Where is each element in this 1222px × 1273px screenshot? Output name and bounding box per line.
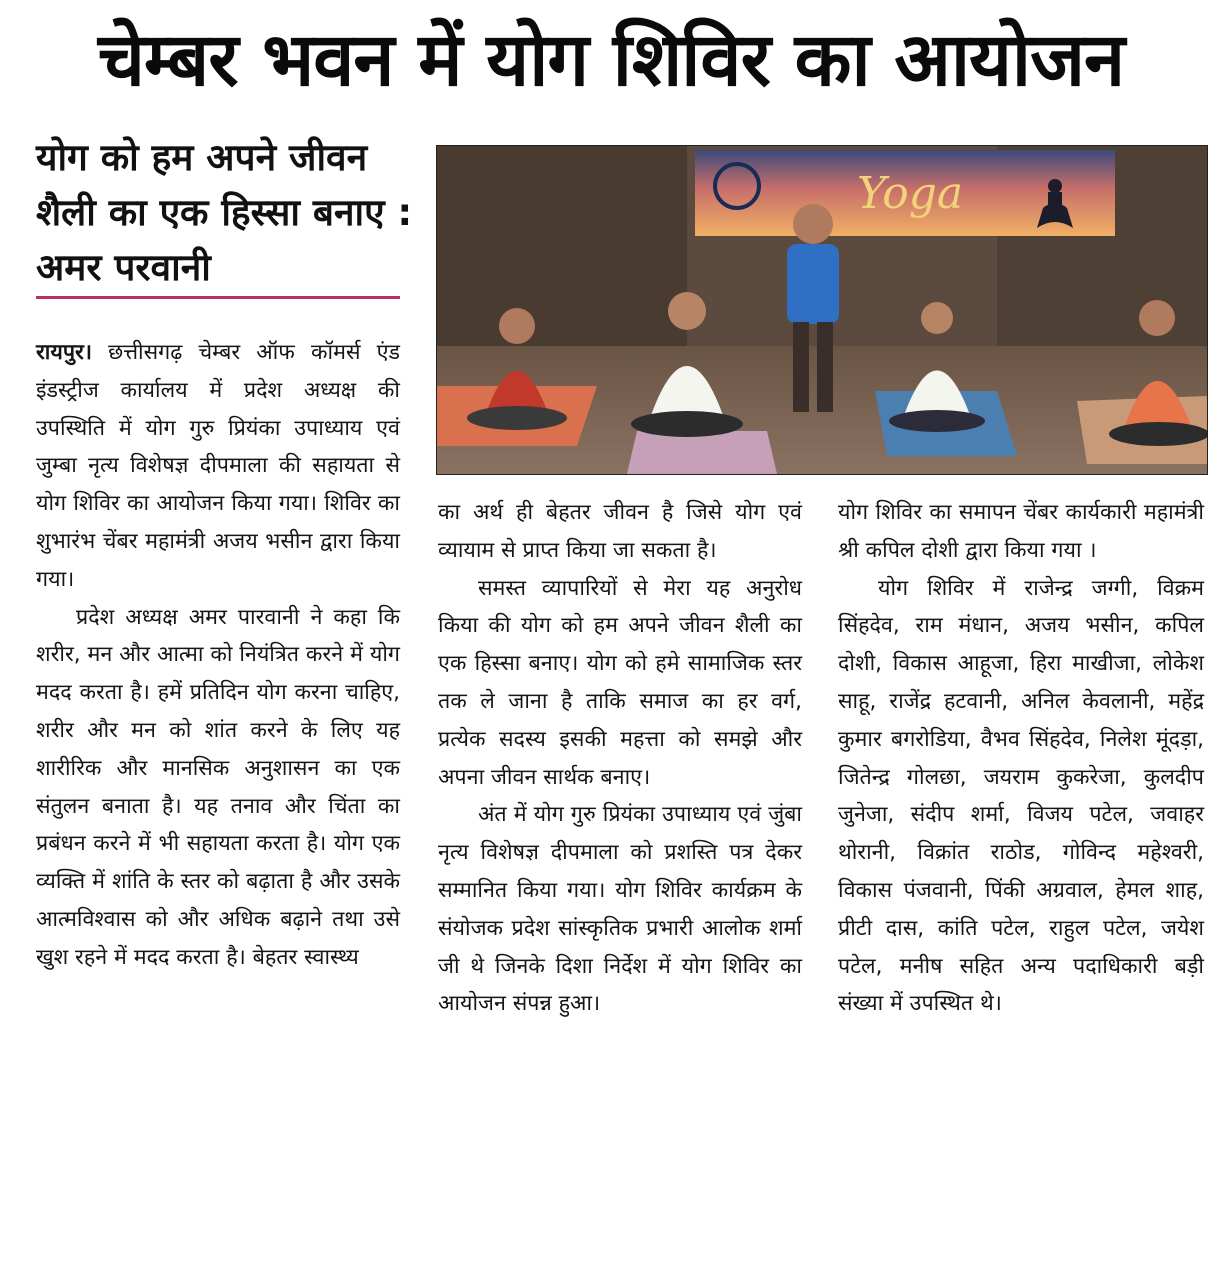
- banner-text: Yoga: [857, 168, 964, 219]
- headline: चेम्बर भवन में योग शिविर का आयोजन: [97, 17, 1125, 103]
- article-paragraph: अंत में योग गुरु प्रियंका उपाध्याय एवं जुंबा नृत्य विशेषज्ञ दीपमाला को प्रशस्ति पत्र देकर सम्मानित किया गया। योग शिविर कार्यक्रम के संयोजक प्रदेश सांस्कृतिक प्रभारी आलोक शर्मा जी थे जिनके दिशा निर्देश में योग शिविर का आयोजन संपन्न हुआ।: [438, 802, 802, 1017]
- article-text: छत्तीसगढ़ चेम्बर ऑफ कॉमर्स एंड इंडस्ट्रीज कार्यालय में प्रदेश अध्यक्ष की उपस्थिति में योग गुरु प्रियंका उपाध्याय एवं जुम्बा नृत्य विशेषज्ञ दीपमाला की सहायता से योग शिविर का आयोजन किया गया। शिविर का शुभारंभ चेंबर महामंत्री अजय भसीन द्वारा किया गया।: [36, 340, 400, 592]
- article-paragraph: [36, 334, 400, 599]
- dateline: रायपुर।: [36, 340, 92, 365]
- subheadline-rule: [36, 296, 400, 299]
- article-paragraph: समस्त व्यापारियों से मेरा यह अनुरोध किया की योग को हम अपने जीवन शैली का एक हिस्सा बनाए। योग को हमे सामाजिक स्तर तक ले जाना है ताकि समाज का हर वर्ग, प्रत्येक सदस्य इसकी महत्ता को समझे और अपना जीवन सार्थक बनाए।: [438, 575, 802, 790]
- article-column-2: [438, 494, 802, 1259]
- article-paragraph: प्रदेश अध्यक्ष अमर पारवानी ने कहा कि शरीर, मन और आत्मा को नियंत्रित करने में योग मदद करता है। हमें प्रतिदिन योग करना चाहिए, शरीर और मन को शांत करने के लिए यह शारीरिक और मानसिक अनुशासन का एक संतुलन बनाता है। यह तनाव और चिंता का प्रबंधन करने में भी सहायता करता है। योग एक व्यक्ति में शांति के स्तर को बढ़ाता है और उसके आत्मविश्वास को और अधिक बढ़ाने तथा उसे खुश रहने में मदद करता है। बेहतर स्वास्थ्य: [36, 604, 400, 970]
- article-paragraph: योग शिविर का समापन चेंबर कार्यकारी महामंत्री श्री कपिल दोशी द्वारा किया गया ।: [838, 500, 1204, 563]
- article-column-3: [838, 494, 1204, 1259]
- article-paragraph: योग शिविर में राजेन्द्र जग्गी, विक्रम सिंहदेव, राम मंधान, अजय भसीन, कपिल दोशी, विकास आहूजा, हिरा माखीजा, लोकेश साहू, राजेंद्र हटवानी, अनिल केवलानी, महेंद्र कुमार बगरोडिया, वैभव सिंहदेव, निलेश मूंदड़ा, जितेन्द्र गोलछा, जयराम कुकरेजा, कुलदीप जुनेजा, संदीप शर्मा, विजय पटेल, जवाहर थोरानी, विक्रांत राठोड, गोविन्द महेश्वरी, विकास पंजवानी, पिंकी अग्रवाल, हेमल शाह, प्रीटी दास, कांति पटेल, राहुल पटेल, जयेश पटेल, मनीष सहित अन्य पदाधिकारी बड़ी संख्या में उपस्थित थे।: [838, 575, 1204, 1017]
- subheadline: योग को हम अपने जीवन शैली का एक हिस्सा बनाए : अमर परवानी: [36, 136, 413, 289]
- yoga-camp-photo: [436, 145, 1208, 475]
- article-paragraph: का अर्थ ही बेहतर जीवन है जिसे योग एवं व्यायाम से प्राप्त किया जा सकता है।: [438, 500, 802, 563]
- article-column-1: [36, 334, 400, 1259]
